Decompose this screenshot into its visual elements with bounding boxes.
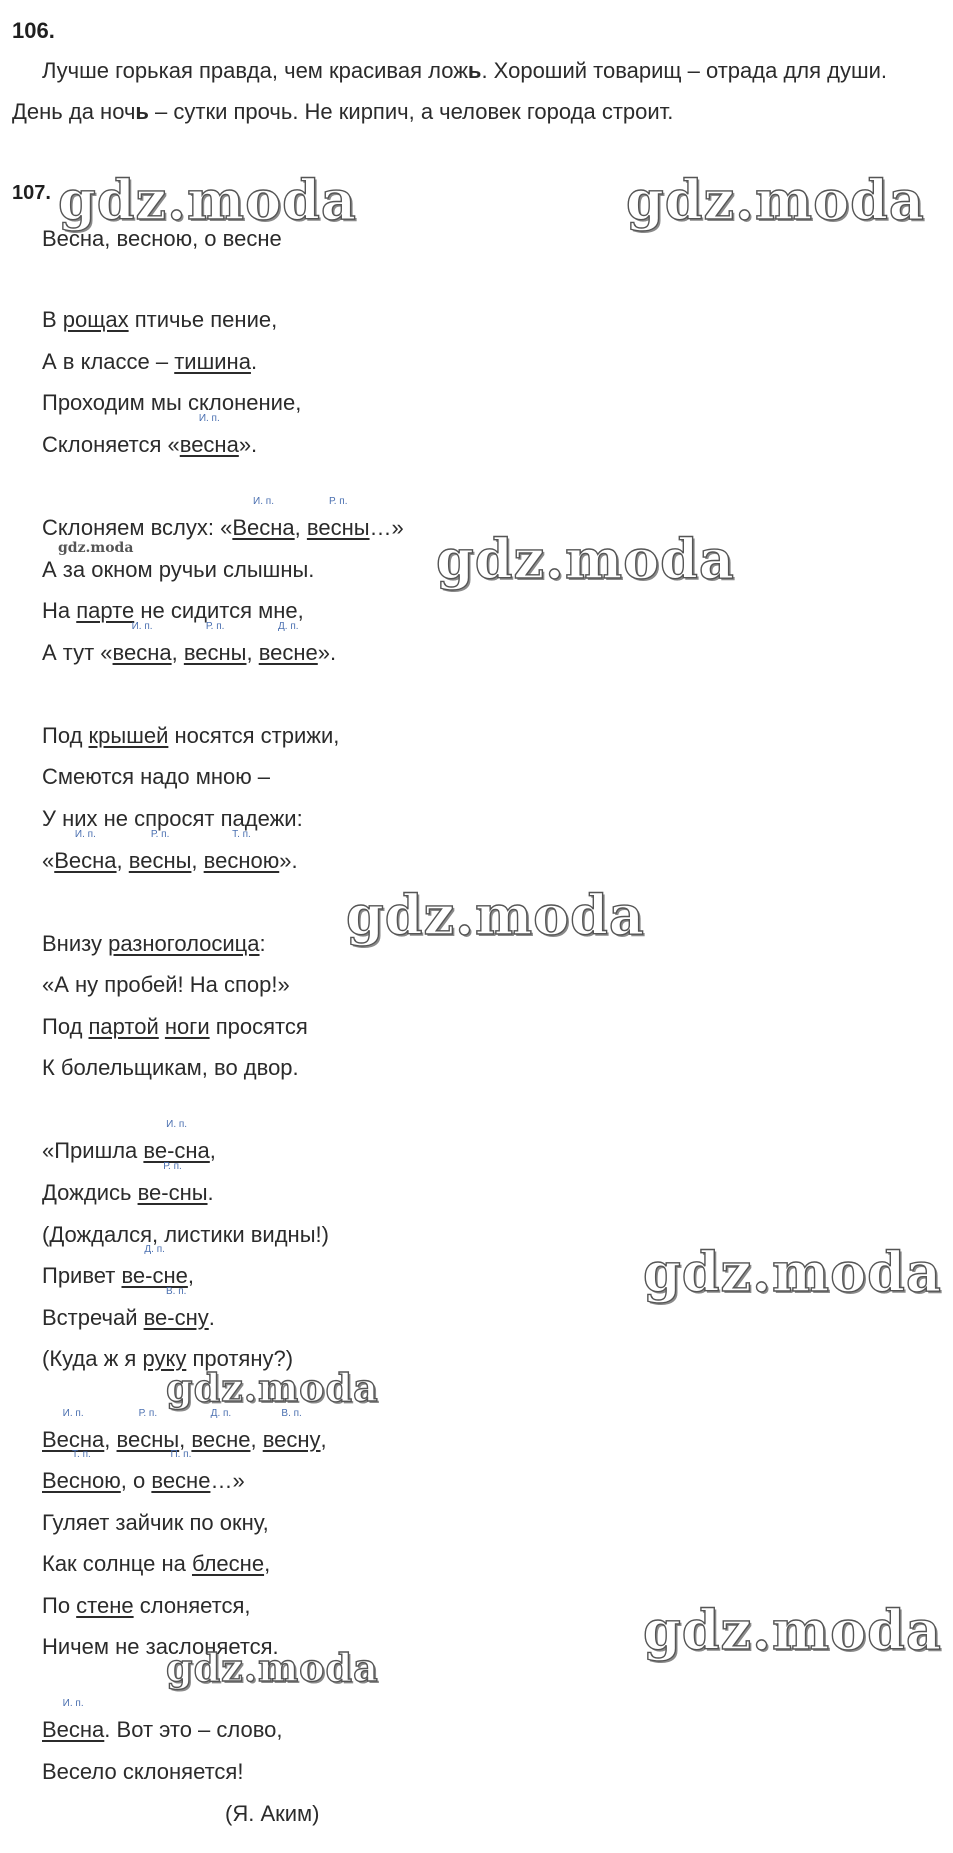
case-mark: Т. п. xyxy=(72,1449,91,1460)
case-mark: И. п. xyxy=(131,621,153,632)
watermark: gdz.moda xyxy=(626,168,925,232)
case-mark: И. п. xyxy=(62,1408,84,1419)
poem-title: Весна, весною, о весне xyxy=(42,226,282,251)
poem-line: Как солнце на блесне, xyxy=(42,1551,271,1576)
watermark: gdz.moda xyxy=(643,1240,942,1304)
exercise-107-number: 107. xyxy=(12,182,51,204)
poem-line: Ничем не заслоняется. xyxy=(42,1634,279,1659)
poem-line: « И. п. Весна, Р. п. весны, Т. п. весною». xyxy=(42,829,298,873)
case-mark: И. п. xyxy=(166,1119,188,1130)
poem-line: К болельщикам, во двор. xyxy=(42,1055,299,1080)
exercise-106-number: 106. xyxy=(12,18,55,43)
watermark: gdz.moda xyxy=(58,168,357,232)
poem-line: А тут « И. п. весна, Р. п. весны, Д. п. весне». xyxy=(42,621,337,665)
poem-line: Весело склоняется! xyxy=(42,1759,244,1784)
case-mark: И. п. xyxy=(62,1698,84,1709)
case-mark: Д. п. xyxy=(144,1244,165,1255)
poem-line: У них не спросят падежи: xyxy=(42,806,303,831)
case-mark: Р. п. xyxy=(150,829,170,840)
case-mark: Р. п. xyxy=(205,621,225,632)
poem-line: Внизу разноголосица: xyxy=(42,931,266,956)
case-mark: Д. п. xyxy=(277,621,299,632)
poem-line: Под крышей носятся стрижи, xyxy=(42,723,340,748)
poem-line: А за окном ручьи слышны. xyxy=(42,557,315,582)
poem-line: Встречай В. п. ве-сну. xyxy=(42,1286,215,1330)
case-mark: И. п. xyxy=(253,496,274,507)
watermark: gdz.moda xyxy=(58,540,134,556)
poem-line: Под партой ноги просятся xyxy=(42,1014,308,1039)
case-mark: И. п. xyxy=(74,829,96,840)
poem-line: В рощах птичье пение, xyxy=(42,307,278,332)
poem-line: Склоняется « И. п. весна». xyxy=(42,413,258,457)
poem-line: А в классе – тишина. xyxy=(42,349,258,374)
case-mark: В. п. xyxy=(281,1408,302,1419)
poem-line: (Дождался, листики видны!) xyxy=(42,1222,329,1247)
poem-line: На парте не сидится мне, xyxy=(42,598,304,623)
poem-line: И. п. Весна. Вот это – слово, xyxy=(42,1698,283,1742)
case-mark: П. п. xyxy=(170,1449,192,1460)
watermark: gdz.moda xyxy=(346,883,645,947)
watermark: gdz.moda xyxy=(166,1645,379,1690)
poem-line: Гуляет зайчик по окну, xyxy=(42,1510,269,1535)
watermark: gdz.moda xyxy=(436,527,735,591)
poem-line: И. п. Весна, Р. п. весны, Д. п. весне, В. п. весну, xyxy=(42,1408,327,1452)
poem-line: Т. п. Весною, о П. п. весне…» xyxy=(42,1449,245,1493)
case-mark: Д. п. xyxy=(210,1408,232,1419)
poem-author: (Я. Аким) xyxy=(225,1801,320,1826)
case-mark: Р. п. xyxy=(163,1161,182,1172)
poem-line: Смеются надо мною – xyxy=(42,764,271,789)
poem-line: Дождись Р. п. ве-сны. xyxy=(42,1161,214,1205)
case-mark: Р. п. xyxy=(138,1408,158,1419)
poem-line: Склоняем вслух: « И. п. Весна, Р. п. весны…» xyxy=(42,496,404,540)
watermark: gdz.moda xyxy=(643,1598,942,1662)
poem-line: «Пришла И. п. ве-сна, xyxy=(42,1119,216,1163)
case-mark: В. п. xyxy=(165,1286,187,1297)
poem-line: (Куда ж я руку протяну?) xyxy=(42,1346,294,1371)
exercise-106-line-2: День да ночь – сутки прочь. Не кирпич, а человек города строит. xyxy=(12,99,674,124)
case-mark: И. п. xyxy=(198,413,220,424)
poem-line: Привет Д. п. ве-сне, xyxy=(42,1244,194,1288)
exercise-106-line-1: Лучше горькая правда, чем красивая ложь. Хороший товарищ – отрада для души. xyxy=(42,58,888,83)
poem-line: «А ну пробей! На спор!» xyxy=(42,972,290,997)
case-mark: Р. п. xyxy=(328,496,348,507)
poem-line: Проходим мы склонение, xyxy=(42,390,302,415)
watermark: gdz.moda xyxy=(166,1365,379,1410)
poem-line: По стене слоняется, xyxy=(42,1593,251,1618)
case-mark: Т. п. xyxy=(232,829,251,840)
